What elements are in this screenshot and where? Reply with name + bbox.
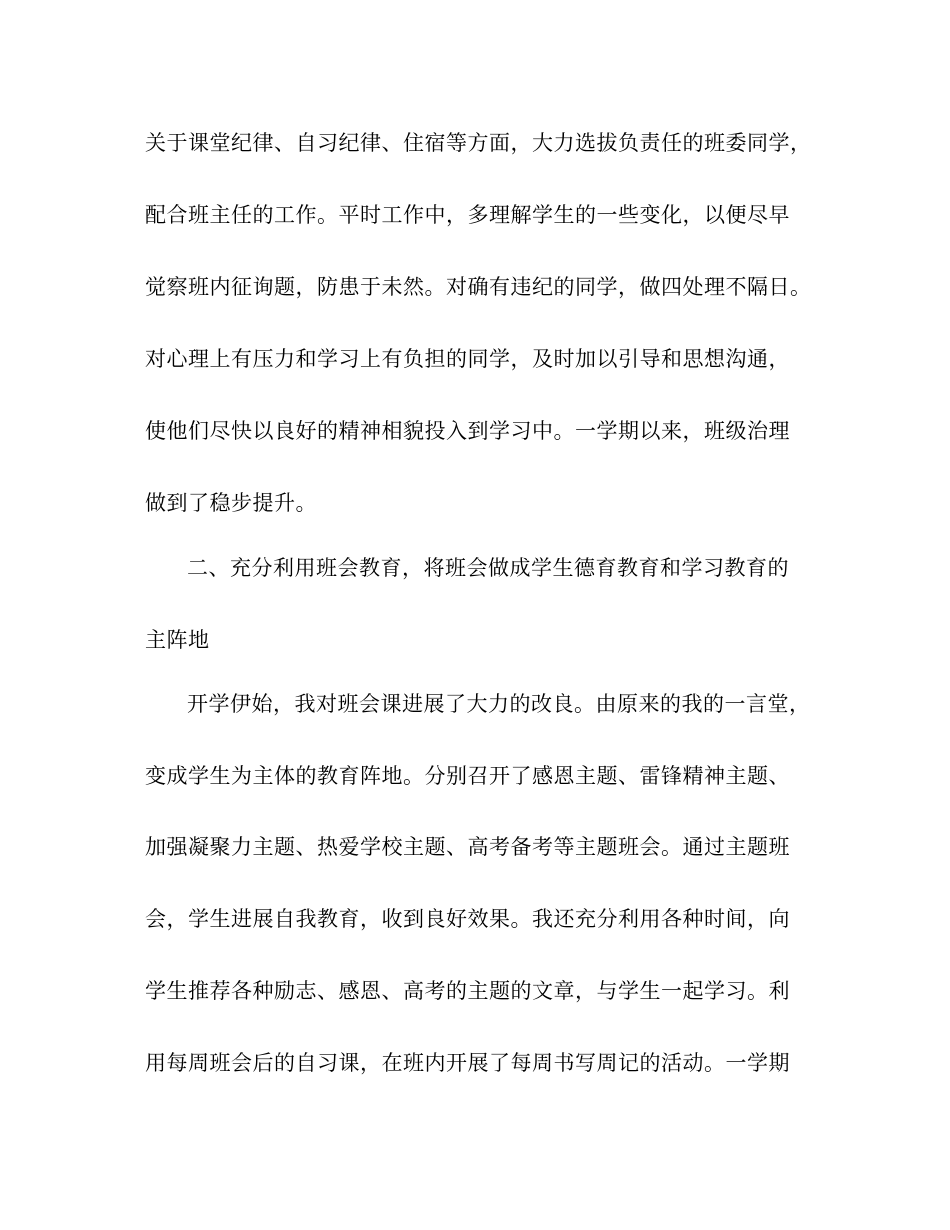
text-line: 使他们尽快以良好的精神相貌投入到学习中。一学期以来，班级治理 [145, 419, 790, 443]
text-line: 开学伊始，我对班会课进展了大力的改良。由原来的我的一言堂， [187, 692, 811, 716]
text-line: 变成学生为主体的教育阵地。分别召开了感恩主题、雷锋精神主题、 [145, 764, 790, 788]
text-line: 加强凝聚力主题、热爱学校主题、高考备考等主题班会。通过主题班 [145, 835, 790, 859]
text-line: 配合班主任的工作。平时工作中，多理解学生的一些变化，以便尽早 [145, 203, 790, 227]
text-line: 对心理上有压力和学习上有负担的同学，及时加以引导和思想沟通， [145, 347, 790, 371]
text-line: 会，学生进展自我教育，收到良好效果。我还充分利用各种时间，向 [145, 907, 790, 931]
text-line: 关于课堂纪律、自习纪律、住宿等方面，大力选拔负责任的班委同学， [145, 131, 812, 155]
text-line: 做到了稳步提升。 [145, 491, 317, 515]
text-line: 学生推荐各种励志、感恩、高考的主题的文章，与学生一起学习。利 [145, 979, 790, 1003]
section-heading-line: 二、充分利用班会教育，将班会做成学生德育教育和学习教育的 [187, 556, 789, 580]
text-line: 觉察班内征询题，防患于未然。对确有违纪的同学，做四处理不隔日。 [145, 275, 812, 299]
section-heading-line: 主阵地 [145, 628, 210, 652]
text-line: 用每周班会后的自习课，在班内开展了每周书写周记的活动。一学期 [145, 1051, 790, 1075]
